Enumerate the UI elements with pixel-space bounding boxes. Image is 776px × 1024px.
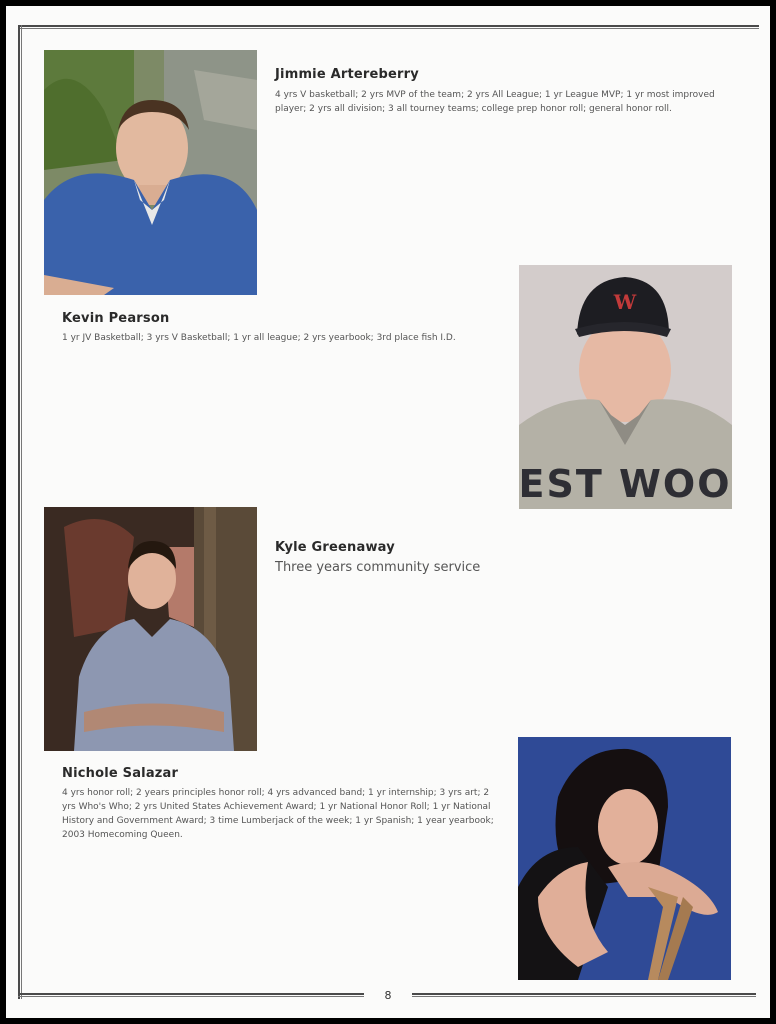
student-name-nichole: Nichole Salazar bbox=[62, 766, 179, 781]
student-photo-nichole bbox=[518, 737, 731, 980]
yearbook-page bbox=[6, 6, 770, 1018]
student-name-kyle: Kyle Greenaway bbox=[275, 540, 395, 555]
left-border-rule bbox=[18, 25, 22, 999]
jersey-text: EST WOO bbox=[519, 462, 732, 506]
student-name-jimmie: Jimmie Artereberry bbox=[275, 67, 419, 82]
bottom-border-rule-right bbox=[412, 993, 756, 997]
student-description-kyle: Three years community service bbox=[275, 560, 481, 575]
student-description-kevin: 1 yr JV Basketball; 3 yrs V Basketball; 1 yr all league; 2 yrs yearbook; 3rd place fish I.D. bbox=[62, 333, 456, 343]
student-photo-kyle bbox=[44, 507, 257, 751]
page-number: 8 bbox=[384, 989, 392, 1002]
student-description-nichole: 4 yrs honor roll; 2 years principles honor roll; 4 yrs advanced band; 1 yr internship; 3 yrs art; 2 yrs Who's Who; 2 yrs United States Achievement Award; 1 yr National Honor Roll; 1 yr National History and Government Award; 3 time Lumberjack of the week; 1 yr Spanish; 1 year yearbook; 2003 Homecoming Queen. bbox=[62, 788, 494, 840]
bottom-border-rule-left bbox=[18, 993, 364, 997]
student-name-kevin: Kevin Pearson bbox=[62, 311, 170, 326]
cap-logo-letter: W bbox=[613, 290, 637, 314]
top-border-rule bbox=[18, 25, 759, 29]
student-photo-jimmie bbox=[44, 50, 257, 295]
student-photo-kevin bbox=[519, 265, 732, 509]
student-description-jimmie: 4 yrs V basketball; 2 yrs MVP of the team; 2 yrs All League; 1 yr League MVP; 1 yr most improved player; 2 yrs all division; 3 all tourney teams; college prep honor roll; general honor roll. bbox=[275, 90, 715, 114]
